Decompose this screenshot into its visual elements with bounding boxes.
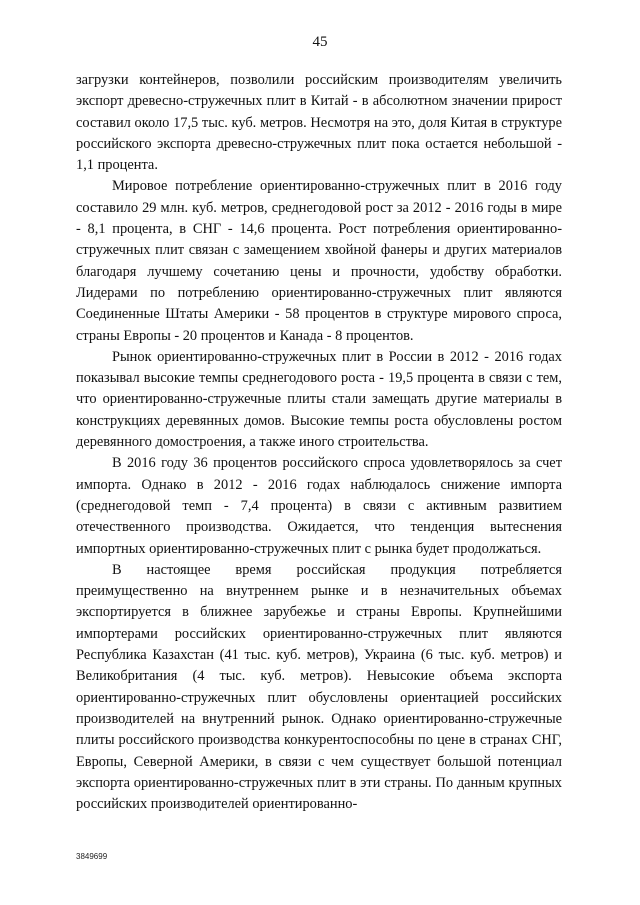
paragraph-exports: В настоящее время российская продукция потребляется преимущественно на внутреннем рынке и в незначительных объемах экспортируется в ближнее зарубежье и страны Европы. Крупнейшими импортерами российских ориентированно-стружечных плит являются Республика Казахстан (41 тыс. куб. метров), Украина (6 тыс. куб. метров) и Великобритания (4 тыс. куб. метров). Невысокие объема экспорта ориентированно-стружечных плит обусловлены ориентацией российских производителей на внутренний рынок. Однако ориентированно-стружечные плиты российского производства конкурентоспособны по цене в странах СНГ, Европы, Северной Америки, в связи с чем существует большой потенциал экспорта ориентированно-стружечных плит в эти страны. По данным крупных российских производителей ориентированно- [76,561,562,813]
document-code: 3849699 [76,852,108,861]
page-number: 45 [312,34,328,50]
paragraph-continuation: загрузки контейнеров, позволили российским производителям увеличить экспорт древесно-стружечных плит в Китай - в абсолютном значении прирост составил около 17,5 тыс. куб. метров. Несмотря на это, доля Китая в структуре российского экспорта древесно-стружечных плит пока остается небольшой - 1,1 процента. [76,72,562,174]
paragraph-russian-market: Рынок ориентированно-стружечных плит в России в 2012 - 2016 годах показывал высокие темпы среднегодового роста - 19,5 процента в связи с тем, что ориентированно-стружечные плиты стали замещать другие материалы в конструкциях деревянных домов. Высокие темпы роста обусловлены ростом деревянного домостроения, а также иного строительства. [76,348,562,451]
paragraph-world-consumption: Мировое потребление ориентированно-стружечных плит в 2016 году составило 29 млн. куб. метров, среднегодовой рост за 2012 - 2016 годы в мире - 8,1 процента, в СНГ - 14,6 процента. Рост потребления ориентированно-стружечных плит связан с замещением хвойной фанеры и других материалов благодаря лучшему сочетанию цены и прочности, удобству обработки. Лидерами по потреблению ориентированно-стружечных плит являются Соединенные Штаты Америки - 58 процентов в структуре мирового спроса, страны Европы - 20 процентов и Канада - 8 процентов. [76,178,562,344]
paragraph-imports: В 2016 году 36 процентов российского спроса удовлетворялось за счет импорта. Однако в 2012 - 2016 годах наблюдалось снижение импорта (среднегодовой темп - 7,4 процента) в связи с активным развитием отечественного производства. Ожидается, что тенденция вытеснения импортных ориентированно-стружечных плит с рынка будет продолжаться. [76,455,562,557]
document-body [76,70,562,815]
